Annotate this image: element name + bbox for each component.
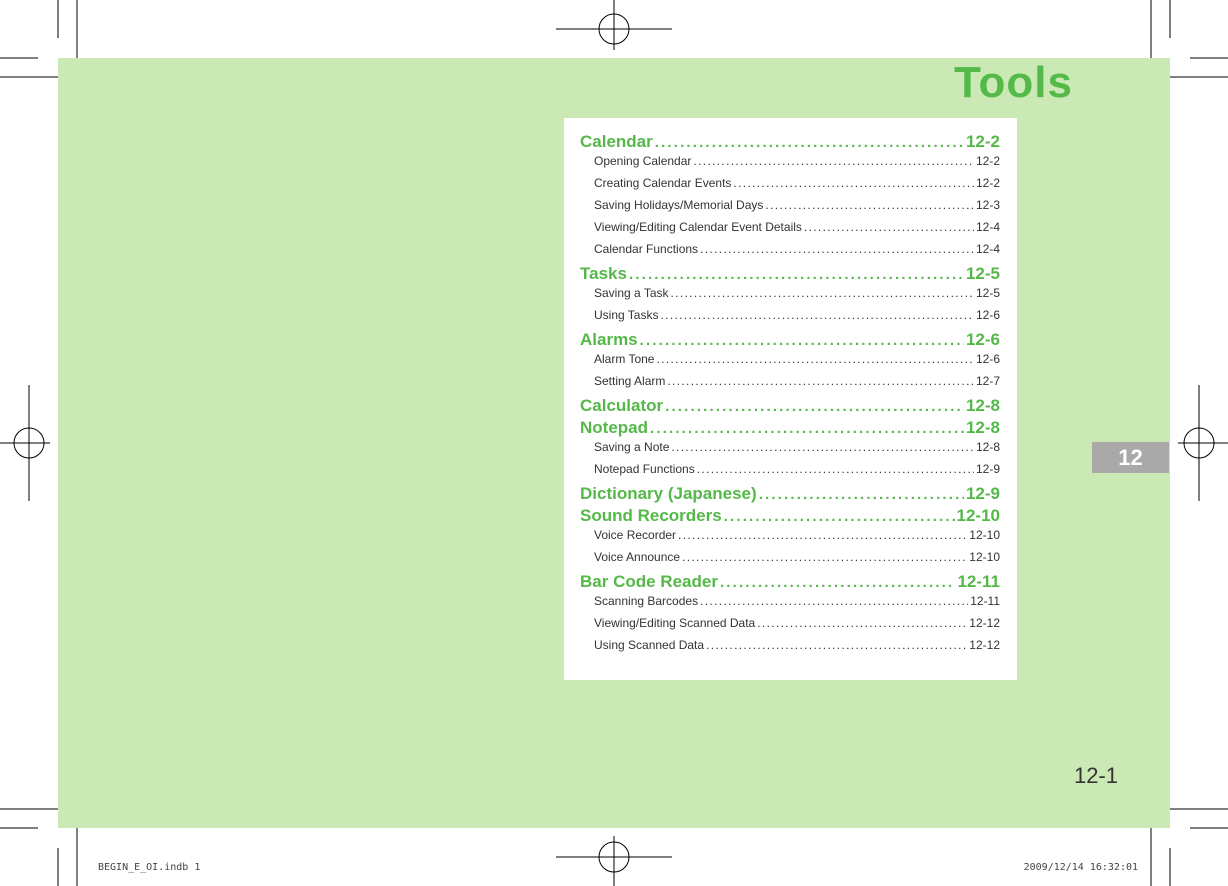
- toc-page: 12-2: [975, 154, 1000, 168]
- toc-label: Notepad: [580, 418, 648, 437]
- page-number: 12-1: [1073, 763, 1118, 788]
- toc-label: Opening Calendar: [594, 154, 692, 168]
- toc-label: Using Scanned Data: [594, 638, 705, 652]
- toc-label: Viewing/Editing Scanned Data: [594, 616, 756, 630]
- toc-label: Calculator: [580, 396, 664, 415]
- toc-page: 12-10: [956, 506, 1000, 525]
- toc-page: 12-9: [975, 462, 1000, 476]
- toc-page: 12-10: [969, 550, 1000, 564]
- toc-label: Tasks: [580, 264, 627, 283]
- toc-page: 12-9: [965, 484, 1000, 503]
- toc-page: 12-8: [965, 396, 1000, 415]
- toc-page: 12-3: [975, 198, 1000, 212]
- chapter-tab: 12: [1092, 442, 1169, 473]
- toc-page: 12-5: [965, 264, 1000, 283]
- toc-page: 12-10: [969, 528, 1000, 542]
- toc-page: 12-12: [969, 638, 1000, 652]
- toc-page: 12-11: [970, 594, 1000, 608]
- toc-label: Saving Holidays/Memorial Days: [594, 198, 764, 212]
- toc-page: 12-7: [975, 374, 1000, 388]
- toc-page: 12-2: [965, 132, 1000, 151]
- toc-page: 12-12: [969, 616, 1000, 630]
- toc-page: 12-6: [975, 352, 1000, 366]
- toc-page: 12-6: [965, 330, 1000, 349]
- toc-label: Alarms: [580, 330, 638, 349]
- toc-page: 12-8: [975, 440, 1000, 454]
- toc-page: 12-2: [975, 176, 1000, 190]
- toc-label: Using Tasks: [594, 308, 659, 322]
- toc-label: Calendar Functions: [594, 242, 699, 256]
- footer-file-name: BEGIN_E_OI.indb 1: [98, 862, 201, 873]
- toc-label: Bar Code Reader: [580, 572, 718, 591]
- page-title: Tools: [953, 58, 1073, 107]
- toc-page: 12-4: [975, 242, 1000, 256]
- toc-label: Scanning Barcodes: [594, 594, 699, 608]
- toc-label: Voice Recorder: [594, 528, 677, 542]
- toc-label: Viewing/Editing Calendar Event Details: [594, 220, 802, 234]
- footer-timestamp: 2009/12/14 16:32:01: [1023, 862, 1138, 873]
- toc-label: Voice Announce: [594, 550, 681, 564]
- toc-label: Sound Recorders: [580, 506, 722, 525]
- toc-label: Saving a Task: [594, 286, 669, 300]
- toc-page: 12-6: [975, 308, 1000, 322]
- toc-page: 12-8: [965, 418, 1000, 437]
- toc-label: Saving a Note: [594, 440, 670, 454]
- toc-page: 12-11: [957, 572, 1000, 591]
- toc-page: 12-4: [975, 220, 1000, 234]
- toc-label: Notepad Functions: [594, 462, 695, 476]
- toc-page: 12-5: [975, 286, 1000, 300]
- toc-label: Setting Alarm: [594, 374, 666, 388]
- toc-label: Calendar: [580, 132, 653, 151]
- toc-label: Dictionary (Japanese): [580, 484, 757, 503]
- toc-label: Creating Calendar Events: [594, 176, 732, 190]
- toc-label: Alarm Tone: [594, 352, 655, 366]
